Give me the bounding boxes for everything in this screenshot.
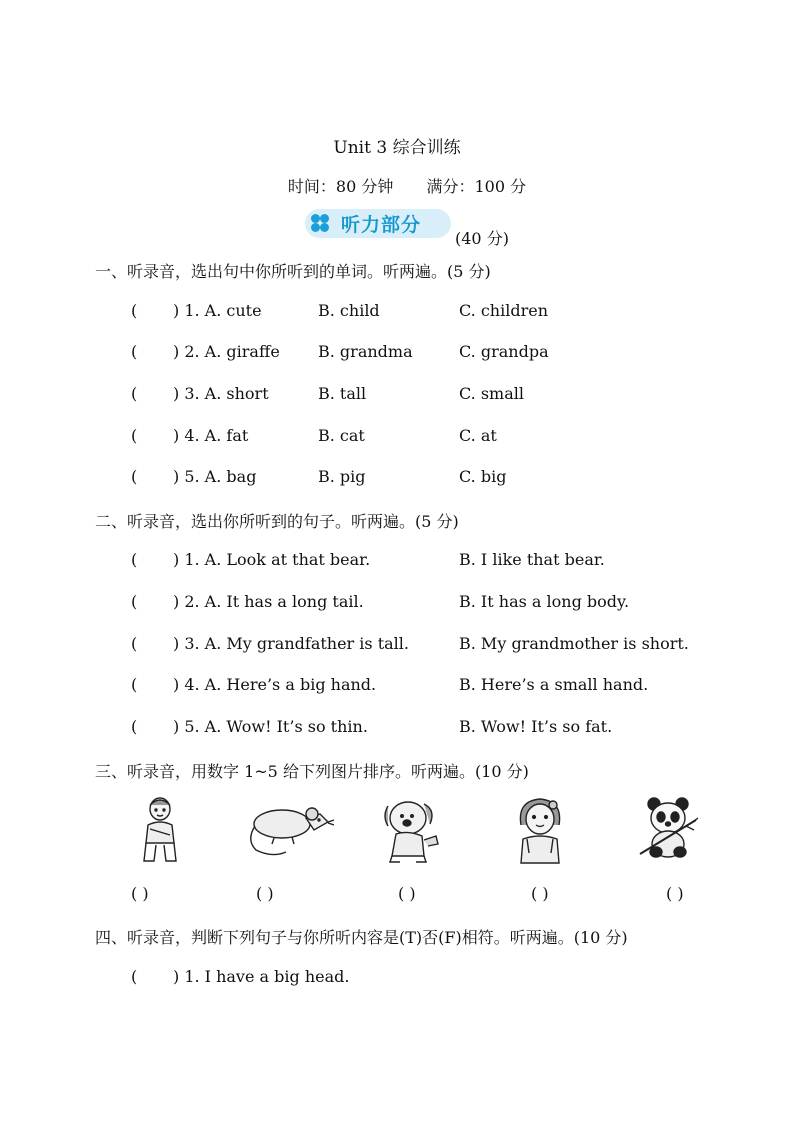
option-a: ) 3. A. My grandfather is tall. — [173, 634, 409, 653]
answer-paren: ( — [131, 384, 138, 403]
option-b: B. grandma — [318, 342, 413, 361]
answer-paren: ( — [131, 467, 138, 486]
boy-sitting-icon — [138, 795, 184, 865]
option-a: ) 4. A. fat — [173, 426, 249, 445]
answer-paren: ( — [131, 634, 138, 653]
section2-heading: 二、听录音，选出你所听到的句子。听两遍。(5 分) — [95, 512, 459, 531]
exam-meta — [0, 174, 794, 197]
list-item — [131, 384, 731, 406]
answer-paren: ( ) — [256, 884, 274, 903]
list-item — [131, 550, 731, 572]
dog-icon — [380, 796, 440, 864]
list-item — [131, 467, 731, 489]
option-c: C. big — [459, 467, 507, 486]
answer-paren: ( — [131, 342, 138, 361]
full-score: 满分：100 分 — [426, 177, 527, 196]
answer-paren: ( ) — [398, 884, 416, 903]
option-b: B. It has a long body. — [459, 592, 630, 611]
answer-paren: ( — [131, 426, 138, 445]
listening-banner — [305, 209, 451, 238]
clover-icon — [311, 213, 333, 235]
girl-icon — [513, 795, 567, 865]
answer-paren: ( ) — [531, 884, 549, 903]
option-a: ) 1. A. cute — [173, 301, 262, 320]
answer-paren: ( — [131, 592, 138, 611]
list-item — [131, 967, 731, 989]
option-b: B. tall — [318, 384, 367, 403]
list-item — [131, 634, 731, 656]
list-item — [131, 426, 731, 448]
option-c: C. small — [459, 384, 524, 403]
answer-paren: ( — [131, 301, 138, 320]
option-c: C. at — [459, 426, 497, 445]
section1-heading: 一、听录音，选出句中你所听到的单词。听两遍。(5 分) — [95, 262, 491, 281]
option-a: ) 1. A. Look at that bear. — [173, 550, 371, 569]
time-limit: 时间：80 分钟 — [287, 177, 394, 196]
answer-paren: ( ) — [131, 884, 149, 903]
mouse-icon — [246, 800, 334, 858]
section4-heading: 四、听录音，判断下列句子与你所听内容是(T)否(F)相符。听两遍。(10 分) — [95, 928, 628, 947]
statement: ) 1. I have a big head. — [173, 967, 350, 986]
option-b: B. child — [318, 301, 380, 320]
option-a: ) 5. A. bag — [173, 467, 257, 486]
section-points: (40 分) — [455, 229, 509, 248]
answer-paren: ( ) — [666, 884, 684, 903]
list-item — [131, 342, 731, 364]
list-item — [131, 717, 731, 739]
option-c: C. grandpa — [459, 342, 549, 361]
answer-paren: ( — [131, 717, 138, 736]
answer-paren: ( — [131, 550, 138, 569]
option-c: C. children — [459, 301, 549, 320]
option-a: ) 3. A. short — [173, 384, 269, 403]
list-item — [131, 592, 731, 614]
option-a: ) 2. A. giraffe — [173, 342, 280, 361]
banner-label: 听力部分 — [341, 214, 422, 236]
panda-icon — [638, 796, 702, 860]
option-b: B. My grandmother is short. — [459, 634, 689, 653]
option-a: ) 2. A. It has a long tail. — [173, 592, 364, 611]
option-b: B. pig — [318, 467, 366, 486]
section3-heading: 三、听录音，用数字 1~5 给下列图片排序。听两遍。(10 分) — [95, 762, 529, 781]
option-a: ) 4. A. Here’s a big hand. — [173, 675, 377, 694]
page-title: Unit 3 综合训练 — [333, 138, 461, 158]
option-a: ) 5. A. Wow! It’s so thin. — [173, 717, 368, 736]
option-b: B. Here’s a small hand. — [459, 675, 649, 694]
option-b: B. Wow! It’s so fat. — [459, 717, 613, 736]
option-b: B. cat — [318, 426, 365, 445]
option-b: B. I like that bear. — [459, 550, 605, 569]
list-item — [131, 675, 731, 697]
list-item — [131, 301, 731, 323]
answer-paren: ( — [131, 967, 138, 986]
answer-paren: ( — [131, 675, 138, 694]
